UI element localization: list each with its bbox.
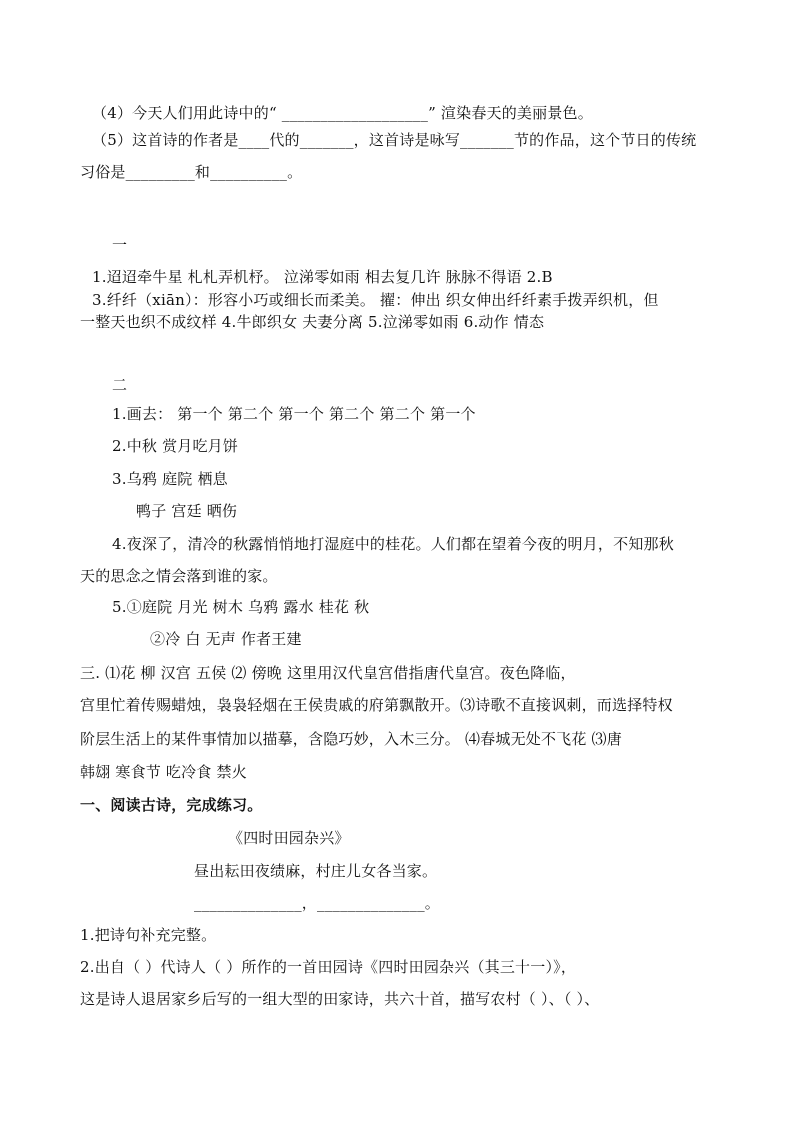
section-three-line: 宫里忙着传赐蜡烛，袅袅轻烟在王侯贵戚的府第飘散开。⑶诗歌不直接讽刺，而选择特权	[80, 696, 673, 714]
answer-line: 天的思念之情会落到谁的家。	[80, 567, 278, 585]
poem-line: 昼出耘田夜绩麻，村庄儿女各当家。	[194, 862, 438, 880]
answer-line: 1.画去： 第一个 第二个 第一个 第二个 第二个 第一个	[112, 405, 476, 423]
answer-line: 2.中秋 赏月吃月饼	[112, 437, 239, 455]
exercise-heading: 一、阅读古诗，完成练习。	[80, 796, 263, 814]
answer-line: ②冷 白 无声 作者王建	[150, 630, 302, 648]
question-5-continuation: 习俗是_________和__________。	[80, 163, 303, 181]
exercise-question: 2.出自（ ）代诗人（ ）所作的一首田园诗《四时田园杂兴（其三十一）》，	[80, 958, 577, 976]
answer-line: 鸭子 宫廷 晒伤	[136, 502, 238, 520]
exercise-question: 1.把诗句补充完整。	[80, 926, 217, 944]
section-three-line: 阶层生活上的某件事情加以描摹，含隐巧妙，入木三分。 ⑷春城无处不飞花 ⑶唐	[80, 730, 622, 748]
poem-title: 《四时田园杂兴》	[228, 829, 350, 847]
answer-line: 3.乌鸦 庭院 栖息	[112, 470, 228, 488]
section-two-heading: 二	[112, 376, 128, 394]
answer-line: 一整天也织不成纹样 4.牛郎织女 夫妻分离 5.泣涕零如雨 6.动作 情态	[80, 313, 545, 331]
poem-blank-line: ______________，______________。	[194, 894, 441, 912]
answer-line: 5.①庭院 月光 树木 乌鸦 露水 桂花 秋	[112, 598, 370, 616]
exercise-question: 这是诗人退居家乡后写的一组大型的田家诗，共六十首，描写农村（ ）、（ ）、	[80, 990, 600, 1008]
answer-line: 4.夜深了，清冷的秋露悄悄地打湿庭中的桂花。人们都在望着今夜的明月，不知那秋	[112, 535, 674, 553]
section-one-heading: 一	[112, 236, 128, 254]
answer-line: 3.纤纤（xiān）：形容小巧或细长而柔美。 擢：伸出 织女伸出纤纤素手拨弄织机，但	[92, 291, 659, 309]
section-three-line: 三. ⑴花 柳 汉宫 五侯 ⑵ 傍晚 这里用汉代皇宫借指唐代皇宫。夜色降临，	[80, 664, 576, 682]
question-4-line: （4）今天人们用此诗中的“ ___________________” 渲染春天的美丽景色。	[92, 104, 593, 122]
answer-line: 1.迢迢牵牛星 札札弄机杼。 泣涕零如雨 相去复几许 脉脉不得语 2.B	[92, 268, 553, 286]
question-5-line: （5）这首诗的作者是____代的_______，这首诗是咏写_______节的作品，这个节日的传统	[92, 131, 697, 149]
section-three-line: 韩翃 寒食节 吃冷食 禁火	[80, 763, 247, 781]
